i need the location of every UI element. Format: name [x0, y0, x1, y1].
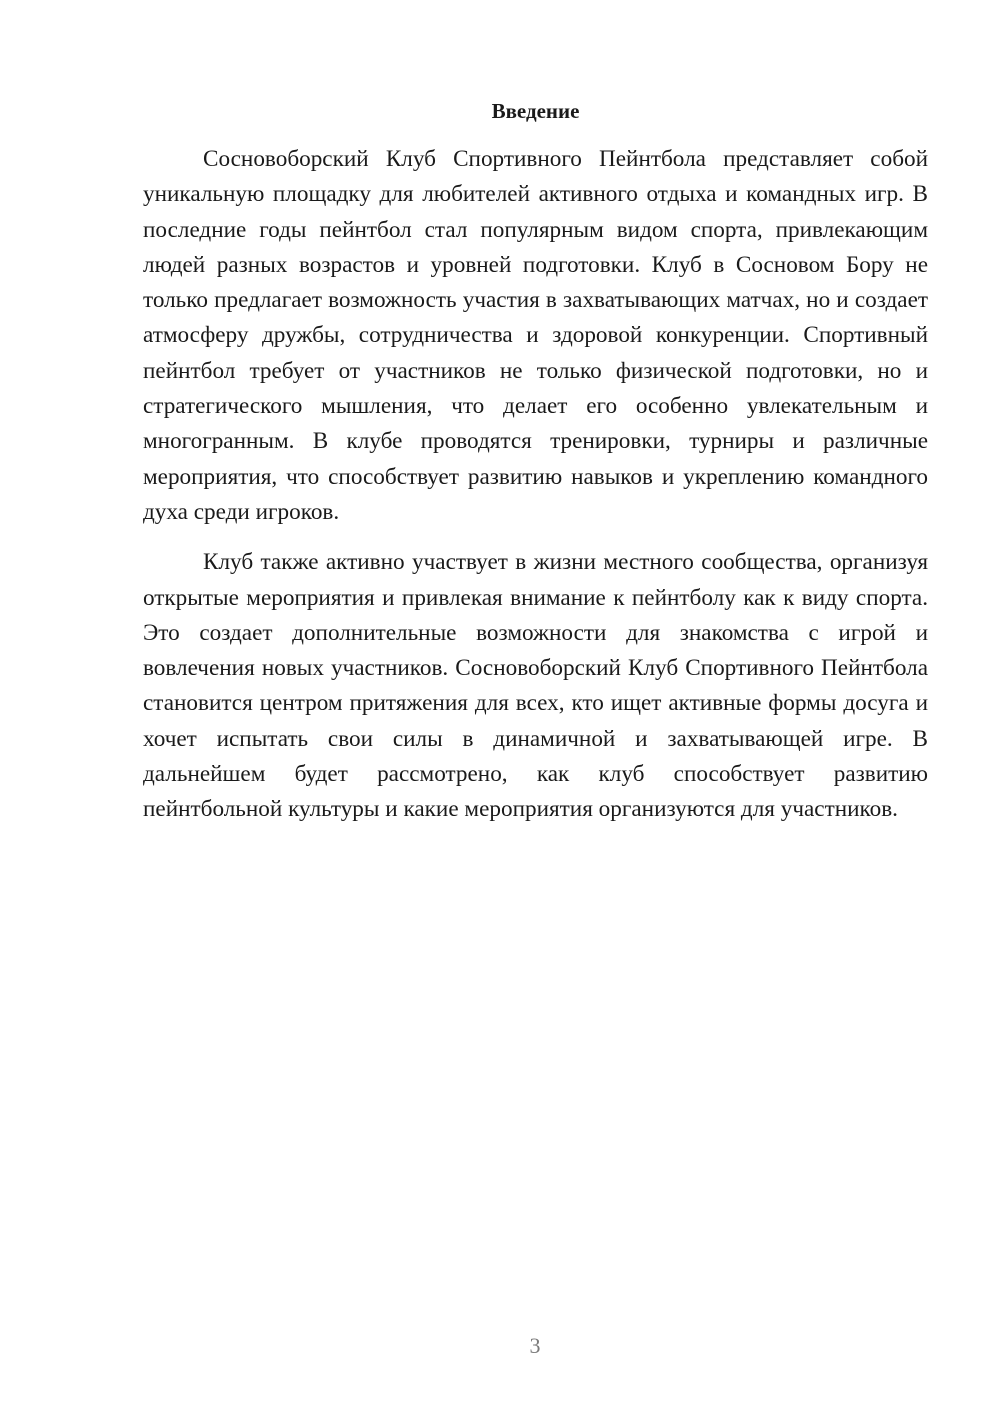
paragraph-2: Клуб также активно участвует в жизни местного сообщества, организуя открытые мероприятия и привлекая внимание к пейнтболу как к виду спорта. Это создает дополнительные возможности для знакомства с игрой и вовлечения новых участников. Сосновоборский Клуб Спортивного Пейнтбола становится центром притяжения для всех, кто ищет активные формы досуга и хочет испытать свои силы в динамичной и захватывающей игре. В дальнейшем будет рассмотрено, как клуб способствует развитию пейнтбольной культуры и какие мероприятия организуются для участников. — [143, 549, 928, 823]
section-title: Введение — [491, 99, 580, 123]
body-text — [143, 142, 928, 828]
paragraph-1: Сосновоборский Клуб Спортивного Пейнтбола представляет собой уникальную площадку для любителей активного отдыха и командных игр. В последние годы пейнтбол стал популярным видом спорта, привлекающим людей разных возрастов и уровней подготовки. Клуб в Сосновом Бору не только предлагает возможность участия в захватывающих матчах, но и создает атмосферу дружбы, сотрудничества и здоровой конкуренции. Спортивный пейнтбол требует от участников не только физической подготовки, но и стратегического мышления, что делает его особенно увлекательным и многогранным. В клубе проводятся тренировки, турниры и различные мероприятия, что способствует развитию навыков и укреплению командного духа среди игроков. — [143, 146, 928, 525]
page-number: 3 — [529, 1333, 541, 1358]
